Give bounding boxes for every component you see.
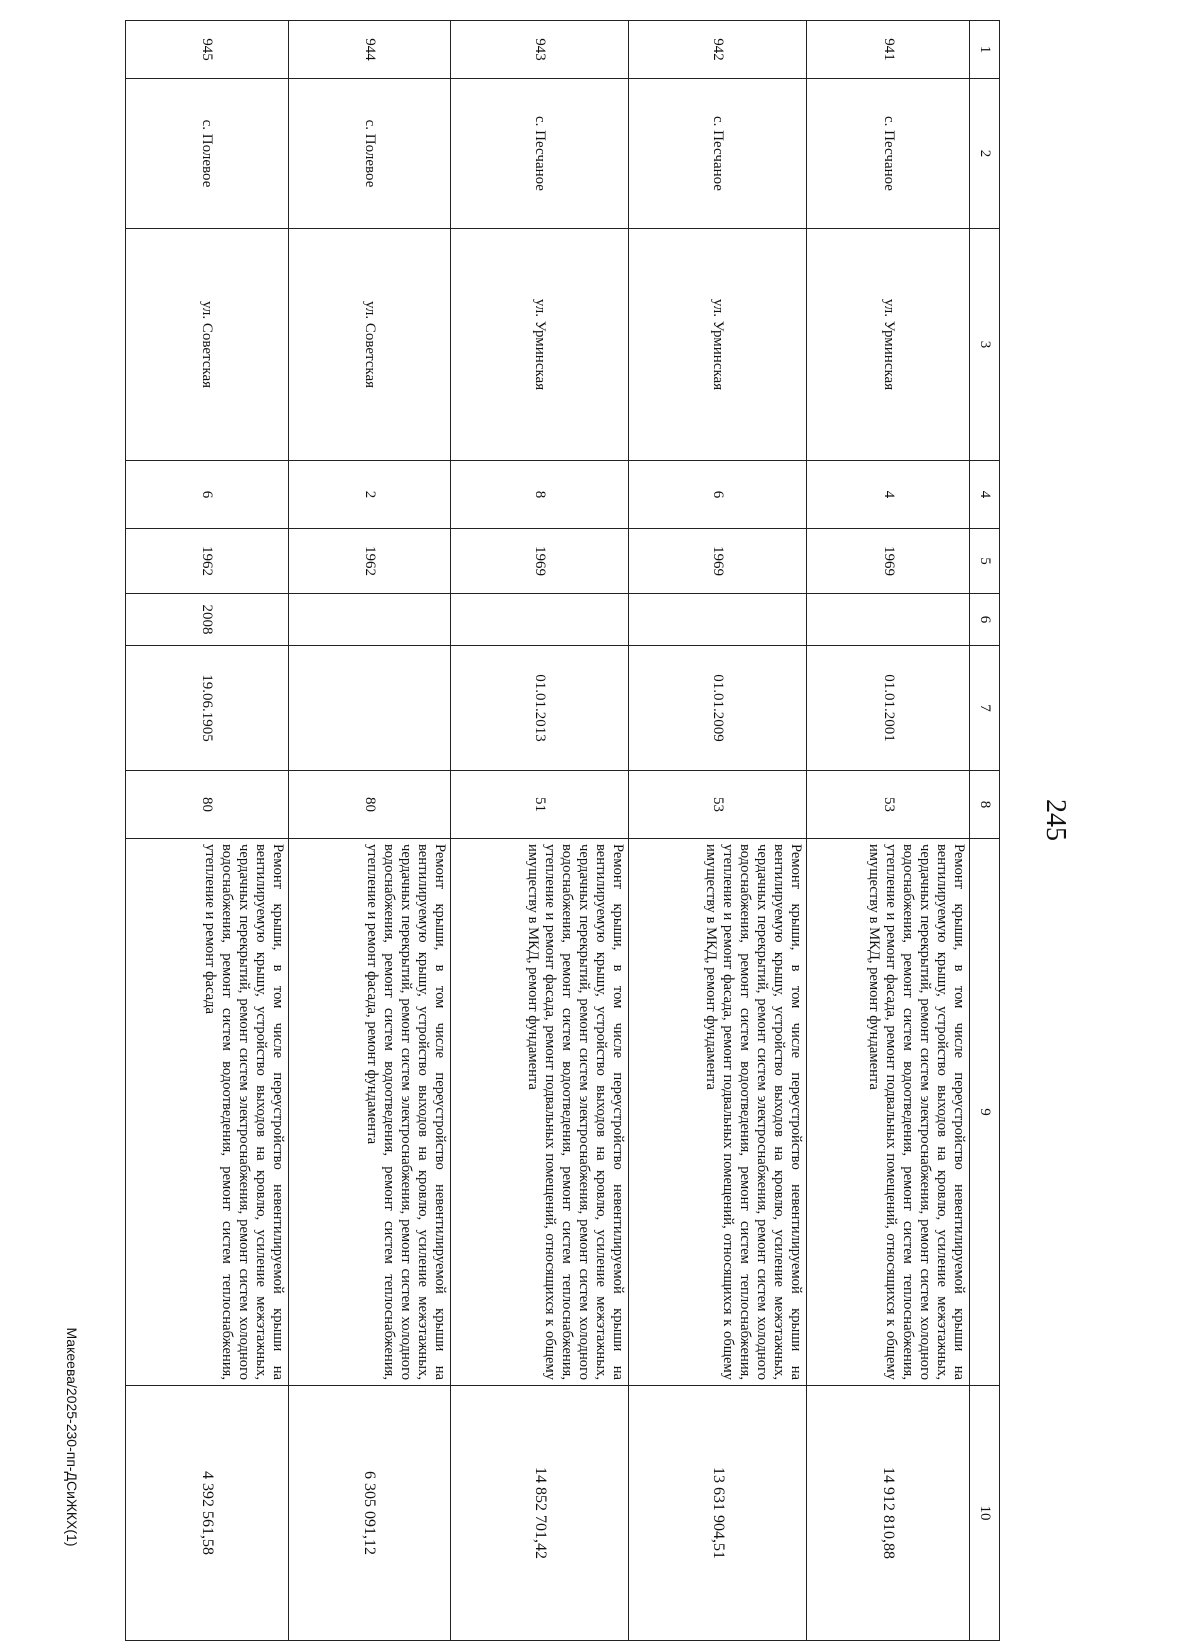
header-cell: 8 (969, 771, 999, 839)
wear-cell: 80 (288, 771, 451, 839)
works-cell: Ремонт крыши, в том числе переустройство невентилируемой крыши на вентилируемую крышу, устройство выходов на кровлю, усиление межэтажных, чердачных перекрытий, ремонт систем электроснабжения, ремонт систем холодного водоснабжения, ремонт систем водоотведения, ремонт систем теплоснабжения, утепление и ремонт фасада, ремонт фундамента (288, 839, 451, 1386)
amount-cell: 6 305 091,12 (288, 1386, 451, 1641)
year-built-cell: 1962 (126, 529, 289, 594)
locality-cell: с. Песчаное (629, 79, 807, 229)
header-cell: 5 (969, 529, 999, 594)
wear-cell: 53 (807, 771, 970, 839)
wear-cell: 51 (451, 771, 629, 839)
row-number: 942 (629, 21, 807, 79)
table-row (807, 21, 970, 1641)
header-cell: 10 (969, 1386, 999, 1641)
works-cell: Ремонт крыши, в том числе переустройство невентилируемой крыши на вентилируемую крышу, устройство выходов на кровлю, усиление межэтажных, чердачных перекрытий, ремонт систем электроснабжения, ремонт систем холодного водоснабжения, ремонт систем водоотведения, ремонт систем теплоснабжения, утепление и ремонт фасада, ремонт подвальных помещений, относящихся к общему имуществу в МКД, ремонт фундамента (807, 839, 970, 1386)
house-cell: 2 (288, 461, 451, 529)
year-built-cell: 1969 (807, 529, 970, 594)
table-row (451, 21, 629, 1641)
page-number: 245 (1040, 799, 1071, 841)
document-reference: Макеева/2025-230-пп-ДСиЖКХ(1) (64, 1327, 80, 1547)
wear-cell: 80 (126, 771, 289, 839)
locality-cell: с. Песчаное (451, 79, 629, 229)
locality-cell: с. Полевое (126, 79, 289, 229)
wear-cell: 53 (629, 771, 807, 839)
house-cell: 6 (629, 461, 807, 529)
date-cell: 19.06.1905 (126, 646, 289, 771)
amount-cell: 14 912 810,88 (807, 1386, 970, 1641)
street-cell: ул. Урминская (807, 229, 970, 461)
table-row (126, 21, 289, 1641)
locality-cell: с. Полевое (288, 79, 451, 229)
header-cell: 7 (969, 646, 999, 771)
amount-cell: 4 392 561,58 (126, 1386, 289, 1641)
works-cell: Ремонт крыши, в том числе переустройство невентилируемой крыши на вентилируемую крышу, устройство выходов на кровлю, усиление межэтажных, чердачных перекрытий, ремонт систем электроснабжения, ремонт систем холодного водоснабжения, ремонт систем водоотведения, ремонт систем теплоснабжения, утепление и ремонт фасада (126, 839, 289, 1386)
header-cell: 6 (969, 594, 999, 646)
header-cell: 1 (969, 21, 999, 79)
repair-program-table (125, 20, 1000, 1641)
row-number: 943 (451, 21, 629, 79)
repair-program-table-wrapper (125, 20, 1000, 1640)
street-cell: ул. Советская (288, 229, 451, 461)
year-reconstruction-cell (451, 594, 629, 646)
year-reconstruction-cell (629, 594, 807, 646)
year-built-cell: 1969 (629, 529, 807, 594)
works-cell: Ремонт крыши, в том числе переустройство невентилируемой крыши на вентилируемую крышу, устройство выходов на кровлю, усиление межэтажных, чердачных перекрытий, ремонт систем электроснабжения, ремонт систем холодного водоснабжения, ремонт систем водоотведения, ремонт систем теплоснабжения, утепление и ремонт фасада, ремонт подвальных помещений, относящихся к общему имуществу в МКД, ремонт фундамента (451, 839, 629, 1386)
house-cell: 8 (451, 461, 629, 529)
header-cell: 3 (969, 229, 999, 461)
header-row (969, 21, 999, 1641)
year-reconstruction-cell (807, 594, 970, 646)
date-cell: 01.01.2013 (451, 646, 629, 771)
amount-cell: 13 631 904,51 (629, 1386, 807, 1641)
date-cell: 01.01.2009 (629, 646, 807, 771)
year-built-cell: 1962 (288, 529, 451, 594)
row-number: 941 (807, 21, 970, 79)
header-cell: 9 (969, 839, 999, 1386)
works-cell: Ремонт крыши, в том числе переустройство невентилируемой крыши на вентилируемую крышу, устройство выходов на кровлю, усиление межэтажных, чердачных перекрытий, ремонт систем электроснабжения, ремонт систем холодного водоснабжения, ремонт систем водоотведения, ремонт систем теплоснабжения, утепление и ремонт фасада, ремонт подвальных помещений, относящихся к общему имуществу в МКД, ремонт фундамента (629, 839, 807, 1386)
table-row (288, 21, 451, 1641)
date-cell (288, 646, 451, 771)
header-cell: 4 (969, 461, 999, 529)
year-built-cell: 1969 (451, 529, 629, 594)
row-number: 945 (126, 21, 289, 79)
street-cell: ул. Урминская (629, 229, 807, 461)
row-number: 944 (288, 21, 451, 79)
year-reconstruction-cell (288, 594, 451, 646)
year-reconstruction-cell: 2008 (126, 594, 289, 646)
house-cell: 6 (126, 461, 289, 529)
street-cell: ул. Урминская (451, 229, 629, 461)
amount-cell: 14 852 701,42 (451, 1386, 629, 1641)
header-cell: 2 (969, 79, 999, 229)
locality-cell: с. Песчаное (807, 79, 970, 229)
street-cell: ул. Советская (126, 229, 289, 461)
table-row (629, 21, 807, 1641)
house-cell: 4 (807, 461, 970, 529)
date-cell: 01.01.2001 (807, 646, 970, 771)
